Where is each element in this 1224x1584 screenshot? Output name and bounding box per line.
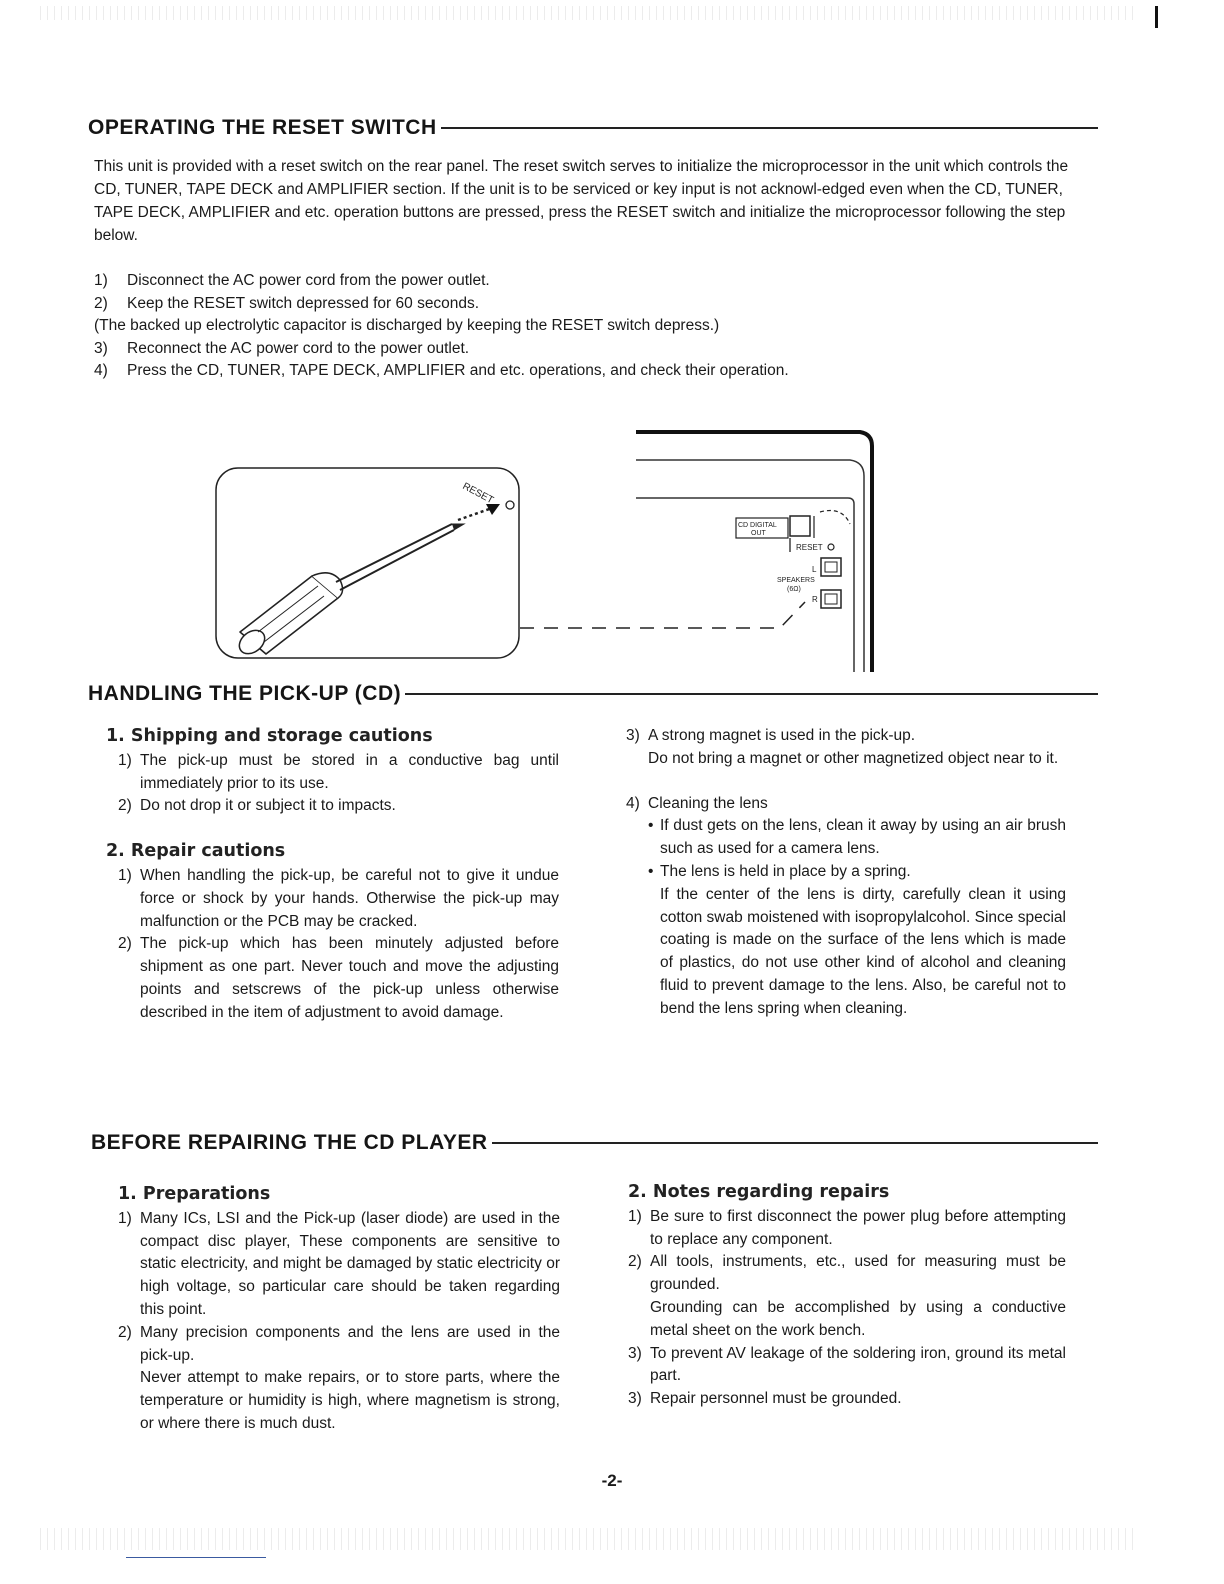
- arrow-icon: [458, 508, 492, 520]
- item-text: To prevent AV leakage of the soldering iron, ground its metal part.: [650, 1344, 1066, 1385]
- item-text: Repair personnel must be grounded.: [650, 1390, 902, 1408]
- section-rule: [492, 1142, 1098, 1144]
- step-number: 3): [94, 339, 108, 357]
- reset-intro: This unit is provided with a reset switch on the rear panel. The reset switch serves to initialize the microprocessor in the unit which controls the CD, TUNER, TAPE DECK and AMPLIFIER section. If the unit is to be serviced or key input is not acknowl-edged even when the CD, TUNER, TAPE DECK, AMPLIFIER and etc. operation buttons are pressed, press the RESET switch and initialize the microprocessor following the step below.: [94, 158, 1069, 244]
- notes-column: [628, 1181, 1066, 1411]
- pickup-right-column: [626, 725, 1066, 1021]
- speakers-label: SPEAKERS: [777, 577, 815, 584]
- panel-reset-label: RESET: [796, 543, 823, 552]
- bullet-icon: •: [648, 817, 654, 835]
- list-item: [628, 1388, 1066, 1411]
- left-label: L: [812, 565, 817, 574]
- item-number: 2): [118, 1323, 132, 1341]
- bullet-item: [648, 815, 1066, 861]
- section-title-reset: [88, 116, 1098, 140]
- cd-digital-label: CD DIGITAL: [738, 522, 777, 529]
- speaker-terminal-left-icon: [821, 558, 841, 576]
- section-title-pickup: [88, 682, 1098, 706]
- panel-outer-edge: [636, 432, 872, 672]
- reset-steps: [94, 270, 1094, 383]
- step-text: Reconnect the AC power cord to the power outlet.: [127, 339, 470, 357]
- item-continuation: Do not bring a magnet or other magnetized object near to it.: [648, 749, 1059, 767]
- subsection-heading: 2. Repair cautions: [106, 841, 286, 862]
- bullet-item: [648, 861, 1066, 884]
- item-number: 1): [118, 866, 132, 884]
- list-item: [626, 725, 1066, 748]
- list-item: [118, 933, 559, 1024]
- list-item: [118, 1208, 560, 1322]
- item-text: Be sure to first disconnect the power plug before attempting to replace any component.: [650, 1207, 1066, 1248]
- bullet-icon: •: [648, 862, 654, 880]
- out-label: OUT: [751, 530, 766, 537]
- section-heading: HANDLING THE PICK-UP (CD): [88, 682, 402, 705]
- section-title-before-repairing: [91, 1131, 1098, 1155]
- item-continuation: Never attempt to make repairs, or to store parts, where the temperature or humidity is high, where magnetism is strong, or where there is much dust.: [140, 1369, 560, 1432]
- list-item: [628, 1206, 1066, 1252]
- item-text: Cleaning the lens: [648, 794, 768, 812]
- panel-reset-hole-icon: [828, 544, 834, 550]
- item-continuation: Grounding can be accomplished by using a conductive metal sheet on the work bench.: [650, 1298, 1066, 1339]
- list-item: [118, 1322, 560, 1368]
- right-label: R: [812, 595, 818, 604]
- item-number: 3): [626, 727, 640, 744]
- subsection-heading: 2. Notes regarding repairs: [628, 1182, 890, 1202]
- optical-jack-icon: [790, 516, 810, 536]
- item-number: 3): [628, 1390, 642, 1408]
- speaker-terminal-right-icon: [821, 590, 841, 608]
- list-item: [118, 795, 559, 818]
- section-heading: BEFORE REPAIRING THE CD PLAYER: [91, 1131, 488, 1154]
- subsection-heading: 1. Preparations: [118, 1184, 271, 1204]
- item-number: 2): [628, 1253, 642, 1271]
- screwdriver-icon: [235, 524, 464, 658]
- scan-noise-bottom: [40, 1528, 1134, 1550]
- list-item: [628, 1343, 1066, 1389]
- bullet-continuation: If the center of the lens is dirty, carefully clean it using cotton swab moistened with isopropylalcohol. Since special coating is made on the surface of the lens which is made of plastics, do not use other kind of alcohol and cleaning fluid to prevent damage to the lens. Also, be careful not to bend the lens spring when cleaning.: [660, 885, 1066, 1017]
- bullet-text: The lens is held in place by a spring.: [660, 862, 911, 880]
- list-item: [118, 750, 559, 796]
- list-item: [626, 793, 1066, 816]
- impedance-label: (6Ω): [787, 586, 801, 593]
- subsection-heading: 1. Shipping and storage cautions: [106, 726, 433, 746]
- reset-step: [94, 270, 1094, 293]
- scan-noise-top: [40, 6, 1134, 20]
- item-number: 2): [118, 797, 132, 815]
- scan-line-bottom: [126, 1557, 266, 1558]
- reset-switch-figure: [200, 420, 890, 680]
- reset-hole-icon: [506, 501, 514, 509]
- step-text: Disconnect the AC power cord from the power outlet.: [127, 272, 490, 289]
- section-rule: [405, 693, 1098, 695]
- item-number: 2): [118, 935, 132, 953]
- step-text: Keep the RESET switch depressed for 60 seconds.: [127, 294, 480, 312]
- item-text: Many precision components and the lens are used in the pick-up.: [140, 1323, 560, 1364]
- item-number: 3): [628, 1344, 642, 1362]
- section-heading: OPERATING THE RESET SWITCH: [88, 116, 437, 139]
- preparations-column: [118, 1183, 560, 1436]
- step-number: 2): [94, 294, 108, 312]
- item-number: 1): [628, 1207, 642, 1225]
- item-text: All tools, instruments, etc., used for measuring must be grounded.: [650, 1253, 1066, 1294]
- reset-step: [94, 293, 1094, 316]
- item-text: Many ICs, LSI and the Pick-up (laser diode) are used in the compact disc player, These components are sensitive to static electricity, and might be damaged by static electricity or high voltage, so particular care should be taken regarding this point.: [140, 1209, 560, 1318]
- pickup-left-column: [106, 725, 559, 1025]
- item-number: 4): [626, 794, 640, 812]
- inset-reset-label: RESET: [460, 480, 496, 507]
- item-text: A strong magnet is used in the pick-up.: [648, 727, 916, 744]
- corner-mark: [1155, 6, 1158, 28]
- item-text: The pick-up must be stored in a conductive bag until immediately prior to its use.: [140, 751, 559, 792]
- section-rule: [441, 127, 1098, 129]
- reset-step: [94, 338, 1094, 361]
- step-number: 1): [94, 272, 108, 289]
- item-number: 1): [118, 751, 132, 769]
- step-number: 4): [94, 362, 108, 379]
- bullet-text: If dust gets on the lens, clean it away by using an air brush such as used for a camera lens.: [660, 817, 1066, 858]
- page-number: -2-: [601, 1471, 623, 1490]
- step-text: Press the CD, TUNER, TAPE DECK, AMPLIFIER and etc. operations, and check their operation.: [127, 362, 789, 379]
- reset-step: [94, 360, 1094, 383]
- item-text: Do not drop it or subject it to impacts.: [140, 797, 396, 815]
- item-number: 1): [118, 1209, 132, 1227]
- reset-step-note: (The backed up electrolytic capacitor is discharged by keeping the RESET switch depress.): [94, 317, 720, 334]
- item-text: The pick-up which has been minutely adjusted before shipment as one part. Never touch and move the adjusting points and setscrews of the pick-up unless otherwise described in the item of adjustment to avoid damage.: [140, 935, 559, 1021]
- item-text: When handling the pick-up, be careful not to give it undue force or shock by your hands. Otherwise the pick-up may malfunction or the PCB may be cracked.: [140, 866, 559, 930]
- panel-inner-edge: [636, 460, 864, 672]
- list-item: [628, 1251, 1066, 1297]
- leader-line: [520, 602, 805, 628]
- list-item: [118, 865, 559, 933]
